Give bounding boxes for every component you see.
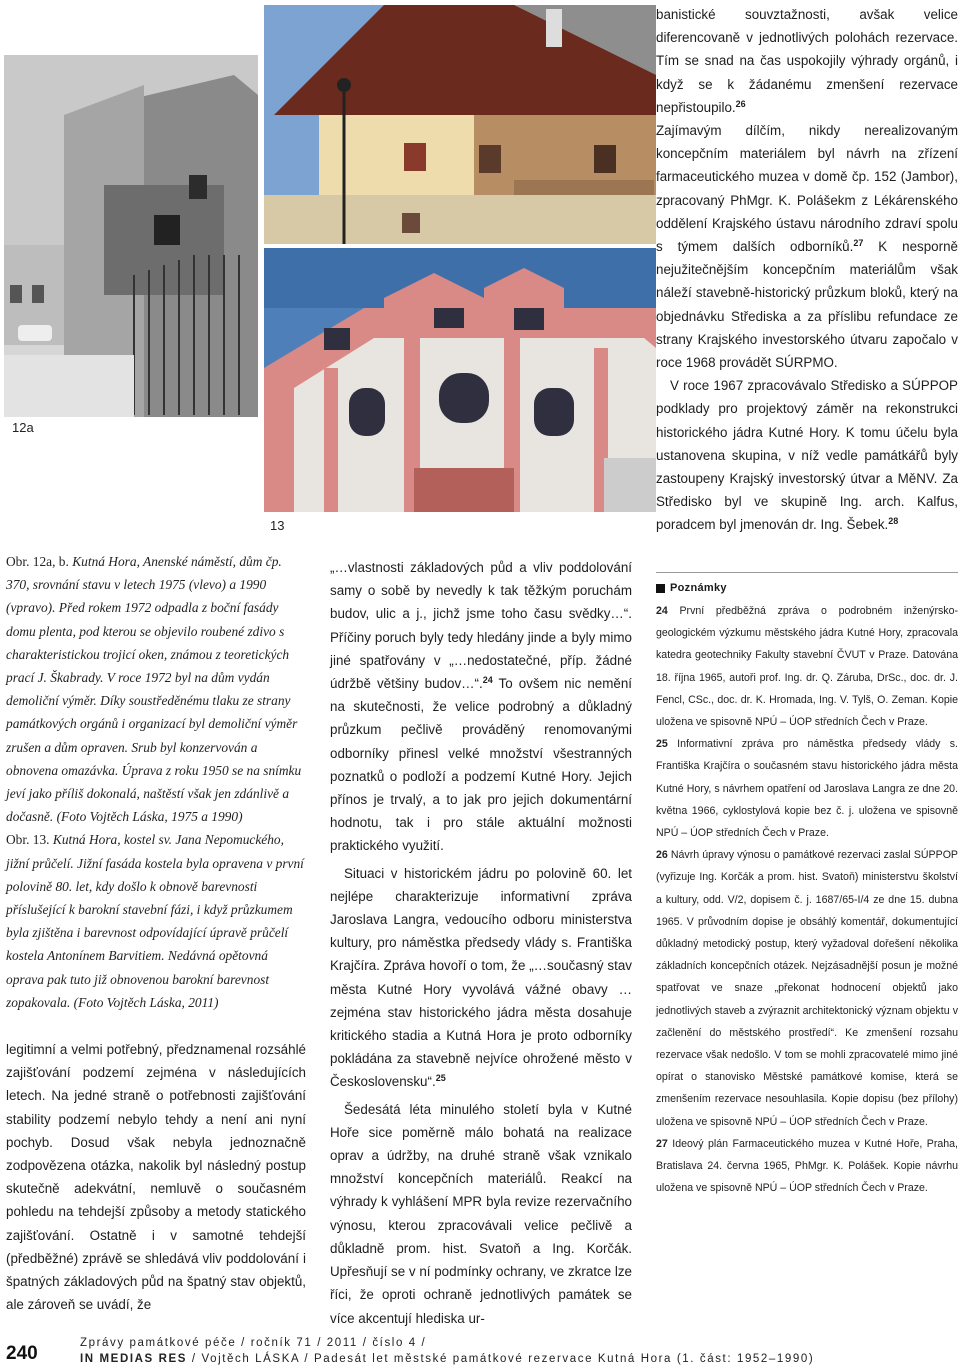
paragraph-1-text: banistické souvztažnosti, avšak velice diferencovaně v jednotlivých polohách rezervace. Tím se snad na čas uspokojily výhrady orgánů, i když se k žádanému zmenšení rezervace nepřistoupilo. [656, 7, 958, 115]
paragraph-4 [656, 374, 958, 536]
photo-13 [264, 248, 656, 512]
notes-square-icon [656, 584, 665, 593]
caption-obr-13 [6, 828, 308, 1014]
footer-journal-line: Zprávy památkové péče / ročník 71 / 2011 / číslo 4 / [80, 1337, 427, 1349]
note-item [656, 733, 958, 844]
paragraph-3-text: K nesporně nejužitečnějším koncepčním materiálům však náleží stavebně-historický průzkum bloků, který na objednávku Střediska a za příslibu refundace ze strany Krajského investorského útvaru započalo v roce 1968 provádět SÚRPMO. [656, 239, 958, 371]
page-number: 240 [6, 1343, 38, 1364]
left-bottom-text-column [6, 1038, 306, 1316]
note-number: 26 [656, 849, 668, 862]
photo-12a [4, 55, 258, 417]
paragraph-1 [656, 3, 958, 119]
caption-obr-12 [6, 550, 308, 828]
middle-paragraph-3 [330, 862, 632, 1094]
note-item [656, 844, 958, 1133]
footer-article-line [80, 1353, 814, 1365]
caption-obr-12-text: Kutná Hora, Anenské náměstí, dům čp. 370, srovnání stavu v letech 1975 (vlevo) a 1990 (vpravo). Před rokem 1972 odpadla z boční fasády domu plenta, pod kterou se objevilo roubené zdivo s charakteristickou trojicí oken, známou z teoretických prací J. Škabrady. V roce 1972 byl na dům vydán demoliční výměr. Díky soustředěnému tlaku ze strany památkových orgánů i organizací byl demoliční výměr zrušen a dům opraven. Srub byl konzervován a obnovena omazávka. Úprava z roku 1950 se na snímku jeví jako příliš dokonalá, naštěstí však jen zdánlivě a dočasně. (Foto Vojtěch Láska, 1975 a 1990) [6, 554, 302, 825]
footnote-ref-26[interactable]: 26 [735, 98, 746, 109]
left-bottom-paragraph: legitimní a velmi potřebný, předznamenal rozsáhlé zajišťování podzemí zejména v následujících letech. Na jedné straně o potřebnosti zajišťování stability podzemí nebylo tehdy a není ani nyní pochyb. Dosud však nebyla jednoznačně zodpovězena otázka, nakolik byl následný postup skutečně adekvátní, nemluvě o současném pohledu na tehdejší způsoby a metody statického zajišťování. Ostatně i v samotné tehdejší (předběžné) zprávě se shledává vliv poddolování i špatných základových půd na špatný stav objektů, ale zároveň se uvádí, že [6, 1042, 306, 1313]
note-text: První předběžná zpráva o podrobném inženýrsko-geologickém výzkumu městského jádra Kutné Hory, zpracovala katedra geotechniky Fakulty stavební ČVUT v Praze. Datována 18. října 1965, autoři prof. Ing. dr. Q. Záruba, DrSc., doc. dr. J. Fencl, CSc., doc. dr. K. Hromada, Ing. V. Tylš, O. Zeman. Kopie uložena ve spisovně NPÚ – ÚOP středních Čech v Praze. [656, 605, 958, 729]
notes-heading-text: Poznámky [670, 582, 727, 594]
note-item [656, 1133, 958, 1200]
paragraph-4-text: V roce 1967 zpracovávalo Středisko a SÚPPOP podklady pro projektový záměr na rekonstrukci historického jádra Kutné Hory. K tomu účelu byla ustanovena skupina, v níž vedle památkářů byly zastoupeny Krajský investorský útvar a MěNV. Za Středisko byl ve skupině Ing. arch. Kalfus, poradcem byl jmenován dr. Ing. Šebek. [656, 378, 958, 533]
paragraph-2 [656, 119, 958, 374]
note-number: 25 [656, 738, 668, 751]
note-item [656, 600, 958, 733]
figure-label-12a: 12a [12, 420, 34, 435]
middle-paragraph-1-text: „…vlastnosti základových půd a vliv poddolování samy o sobě by nevedly k tak těžkým poruchám budov, ulic a j., jichž jsme toho času svědky…“. Příčiny poruch byly tedy hledány jinde a byly mimo jiné spatřovány v „…nedostatečné, příp. žádné údržbě většiny budov…“. [330, 560, 632, 692]
figure-label-13: 13 [270, 518, 285, 533]
footnote-ref-24[interactable]: 24 [482, 675, 493, 686]
notes-divider [656, 572, 958, 573]
note-text: Návrh úpravy výnosu o památkové rezervaci zaslal SÚPPOP (vyřizuje Ing. Korčák a prom. hist. Svatoň) ministerstvu školství a kultury, odd. V/2, dopisem č. j. 1687/65-I/4 ze dne 15. dubna 1965. V průvodním dopise je obsáhlý komentář, dokumentující důkladný metodický postup, který vyžadoval dořešení několika základních koncepčních otázek. Nejzásadnější posun je možné spatřovat ve snaze „překonat hodnocení objektů jako jednotlivých staveb a zvýraznit architektonický význam objektu v začlenění do městského prostředí“. Ke zmenšení rozsahu rezervace však nedošlo. V tom se mohli zpracovatelé mimo jiné opírat o stanovisko Městské památkové komise, která se zmenšením rezervace nesouhlasila. Kopie dopisu (bez přílohy) uložena ve spisovně NPÚ – ÚOP středních Čech v Praze. [656, 849, 958, 1128]
notes-list [656, 600, 958, 1199]
right-top-text-column [656, 3, 958, 537]
note-number: 24 [656, 605, 668, 617]
figure-caption [6, 550, 308, 1014]
footnote-ref-25[interactable]: 25 [435, 1073, 446, 1084]
photo-12b [264, 5, 656, 244]
middle-text-column [330, 556, 632, 1330]
paragraph-2-text: Zajímavým dílčím, nikdy nerealizovaným koncepčním materiálem byl návrh na zřízení farmaceutického muzea v domě čp. 152 (Jambor), zpracovaný PhMgr. K. Polášekm z Lékárenského oddělení Krajského ústavu národního zdraví spolu s týmem dalších odborníků. [656, 123, 958, 255]
footnote-ref-28[interactable]: 28 [888, 516, 899, 527]
footer-article-title: / Vojtěch LÁSKA / Padesát let městské památkové rezervace Kutná Hora (1. část: 1952–1990) [191, 1353, 815, 1365]
note-number: 27 [656, 1137, 668, 1150]
caption-obr-13-head: Obr. 13. [6, 832, 50, 848]
caption-obr-13-text: Kutná Hora, kostel sv. Jana Nepomuckého, jižní průčelí. Jižní fasáda kostela byla opravena v první polovině 80. let, kdy došlo k obnově barevnosti příslušející k barokní stavební fázi, i když průzkumem byla zjištěna i barevnost odpovídající úpravě průčelí kostela Antonínem Barvitiem. Nedávná opětovná oprava pak tuto již obnovenou barokní barevnost zopakovala. (Foto Vojtěch Láska, 2011) [6, 832, 304, 1010]
note-text: Informativní zpráva pro náměstka předsedy vlády s. Františka Krajčíra o současném stavu historického jádra města Kutné Hory, s návrhem opatření od Jaroslava Langra ze dne 20. května 1966, cyklostylová kopie bez č. j. uložena ve spisovně NPÚ – ÚOP středních Čech v Praze. [656, 738, 958, 840]
caption-obr-12-head: Obr. 12a, b. [6, 554, 69, 569]
middle-paragraph-4: Šedesátá léta minulého století byla v Kutné Hoře sice poměrně málo bohatá na realizace oprav a údržby, na druhé straně však vznikalo množství koncepčních materiálů. Reakcí na výhrady k vyhlášení MPR byla revize rezervačního výnosu, kterou zpracovávali velice pečlivě a důkladně prom. hist. Svatoň a Ing. Korčák. Upřesňují se v ní podmínky ochrany, ve zkratce lze říci, že oproti ochraně jednotlivých památek se více akcentují hlediska ur- [330, 1101, 632, 1326]
middle-paragraph-1 [330, 556, 632, 858]
footer-section: IN MEDIAS RES [80, 1353, 188, 1365]
middle-paragraph-3-text: Situaci v historickém jádru po polovině 60. let nejlépe charakterizuje informativní zpráva Jaroslava Langra, vedoucího odboru ministerstva kultury, pro náměstka předsedy vlády s. Františka Krajčíra. Zpráva hovoří o tom, že „…současný stav města Kutné Hory vyvolává vážné obavy … zejména stav historického jádra města dosahuje kritického stadia a Kutná Hora je proto odborníky pokládána za stavebně nejvíce ohrožené město v Československu“. [330, 865, 632, 1090]
middle-paragraph-2-text: To ovšem nic nemění na skutečnosti, že velice podrobný a důkladný průzkum pečlivě prováděný renomovanými odborníky přinesl velké množství všestranných poznatků o podloží a podzemí Kutné Hory. Jejich přínos je trvalý, a to jak pro jejich dokumentární hodnotu, tak i pro stále aktuální možnosti praktického využití. [330, 676, 632, 854]
notes-heading [656, 582, 958, 594]
note-text: Ideový plán Farmaceutického muzea v Kutné Hoře, Praha, Bratislava 24. června 1965, PhMgr. K. Polášek. Kopie návrhu uložena ve spisovně NPÚ – ÚOP středních Čech v Praze. [656, 1137, 958, 1195]
notes-section [656, 572, 958, 1199]
footnote-ref-27[interactable]: 27 [853, 238, 864, 249]
